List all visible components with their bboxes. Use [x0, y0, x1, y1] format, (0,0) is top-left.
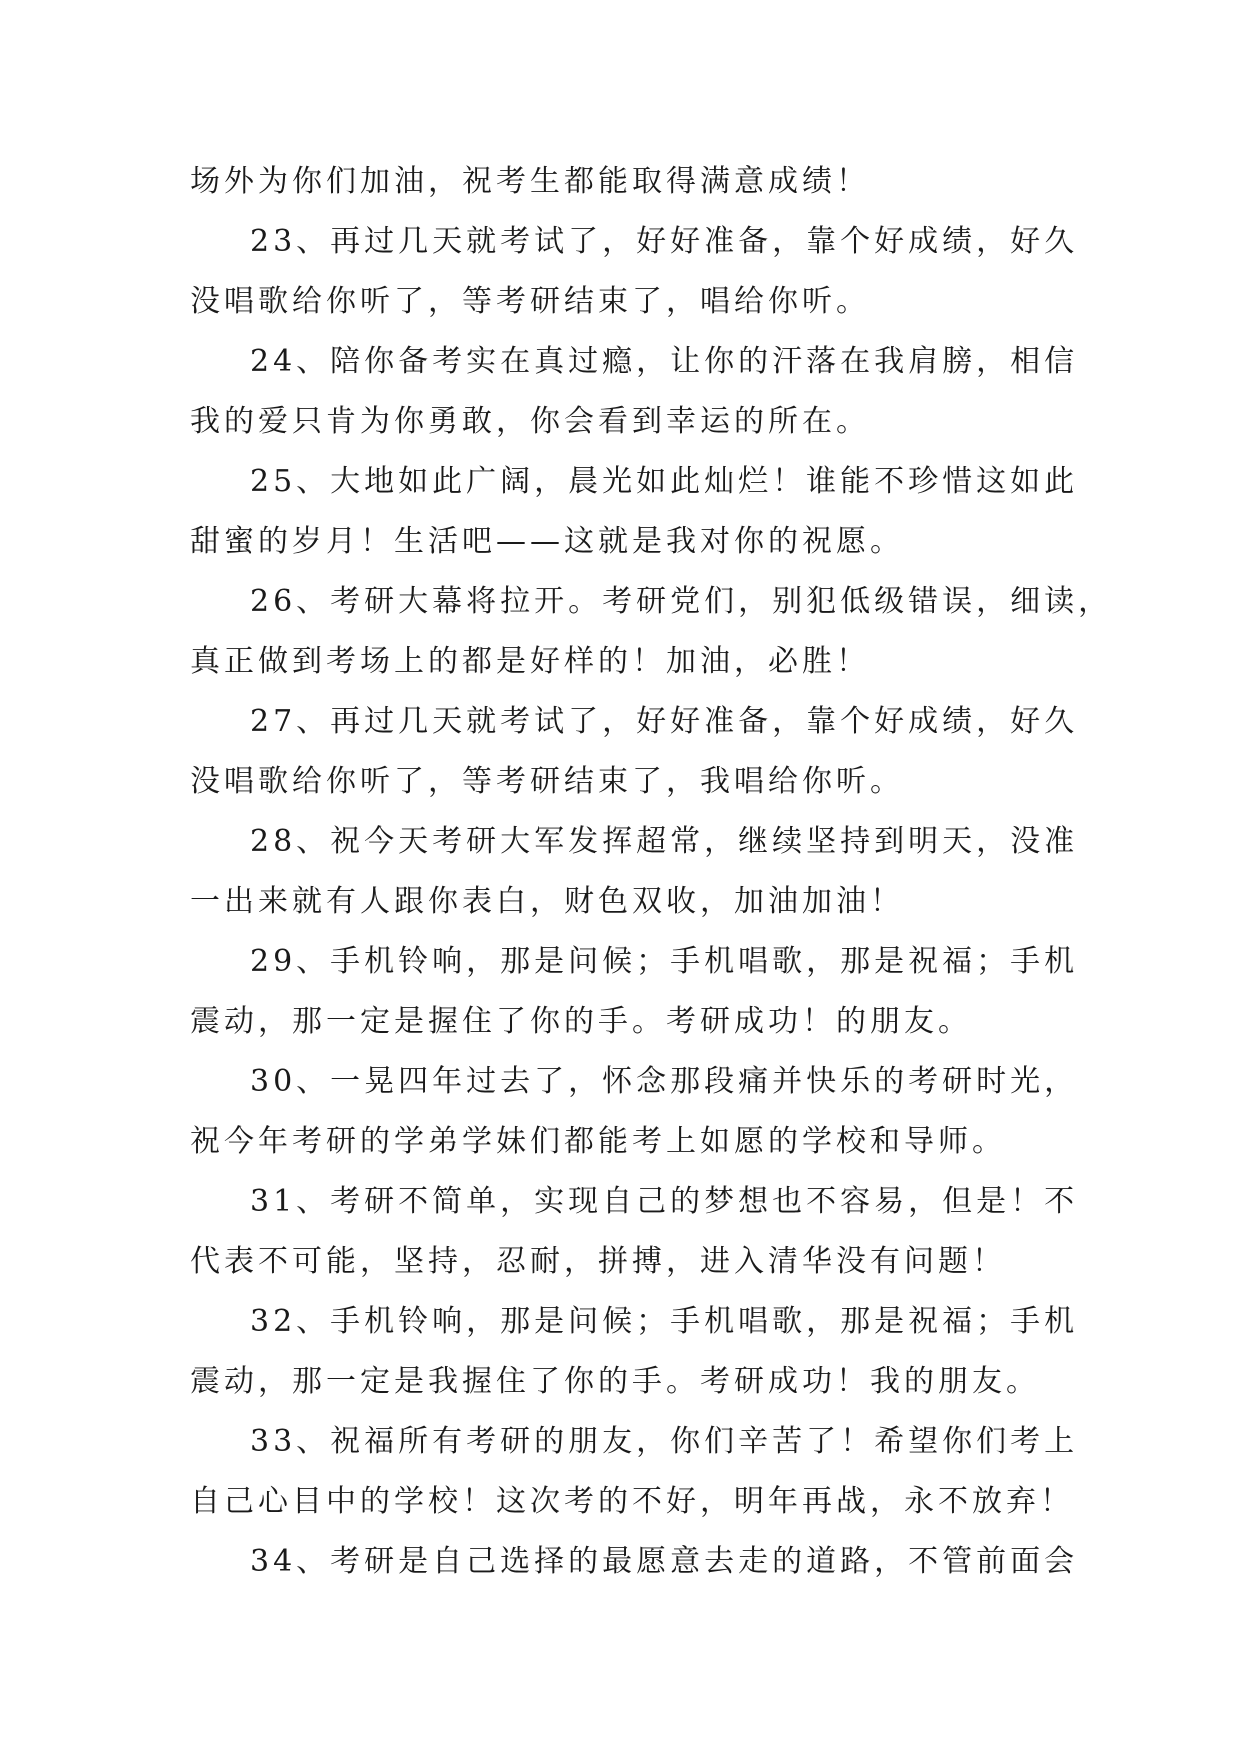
text-line-item-30: 30、一晃四年过去了，怀念那段痛并快乐的考研时光， [250, 1064, 1079, 1099]
text-line-item-32: 32、手机铃响，那是问候；手机唱歌，那是祝福；手机 [250, 1304, 1079, 1339]
text-line: 自己心目中的学校！这次考的不好，明年再战，永不放弃！ [190, 1484, 1074, 1519]
text-line-item-29: 29、手机铃响，那是问候；手机唱歌，那是祝福；手机 [250, 944, 1079, 979]
text-line: 震动，那一定是我握住了你的手。考研成功！我的朋友。 [190, 1364, 1040, 1399]
text-line-item-25: 25、大地如此广阔，晨光如此灿烂！谁能不珍惜这如此 [250, 464, 1079, 499]
text-line-continuation: 场外为你们加油，祝考生都能取得满意成绩！ [190, 164, 870, 199]
text-line: 甜蜜的岁月！生活吧——这就是我对你的祝愿。 [190, 524, 904, 559]
text-line-item-34: 34、考研是自己选择的最愿意去走的道路，不管前面会 [250, 1544, 1079, 1579]
text-line: 没唱歌给你听了，等考研结束了，唱给你听。 [190, 284, 870, 319]
text-line-item-27: 27、再过几天就考试了，好好准备，靠个好成绩，好久 [250, 704, 1079, 739]
document-body [190, 152, 1113, 1592]
text-line-item-33: 33、祝福所有考研的朋友，你们辛苦了！希望你们考上 [250, 1424, 1079, 1459]
text-line: 真正做到考场上的都是好样的！加油，必胜！ [190, 644, 870, 679]
text-line-item-26: 26、考研大幕将拉开。考研党们，别犯低级错误，细读， [250, 584, 1113, 619]
text-line: 我的爱只肯为你勇敢，你会看到幸运的所在。 [190, 404, 870, 439]
text-line: 祝今年考研的学弟学妹们都能考上如愿的学校和导师。 [190, 1124, 1006, 1159]
text-line: 代表不可能，坚持，忍耐，拼搏，进入清华没有问题！ [190, 1244, 1006, 1279]
text-line: 一出来就有人跟你表白，财色双收，加油加油！ [190, 884, 904, 919]
text-line-item-23: 23、再过几天就考试了，好好准备，靠个好成绩，好久 [250, 224, 1079, 259]
text-line-item-28: 28、祝今天考研大军发挥超常，继续坚持到明天，没准 [250, 824, 1079, 859]
text-line-item-24: 24、陪你备考实在真过瘾，让你的汗落在我肩膀，相信 [250, 344, 1079, 379]
text-line-item-31: 31、考研不简单，实现自己的梦想也不容易，但是！不 [250, 1184, 1079, 1219]
text-line: 没唱歌给你听了，等考研结束了，我唱给你听。 [190, 764, 904, 799]
text-line: 震动，那一定是握住了你的手。考研成功！的朋友。 [190, 1004, 972, 1039]
